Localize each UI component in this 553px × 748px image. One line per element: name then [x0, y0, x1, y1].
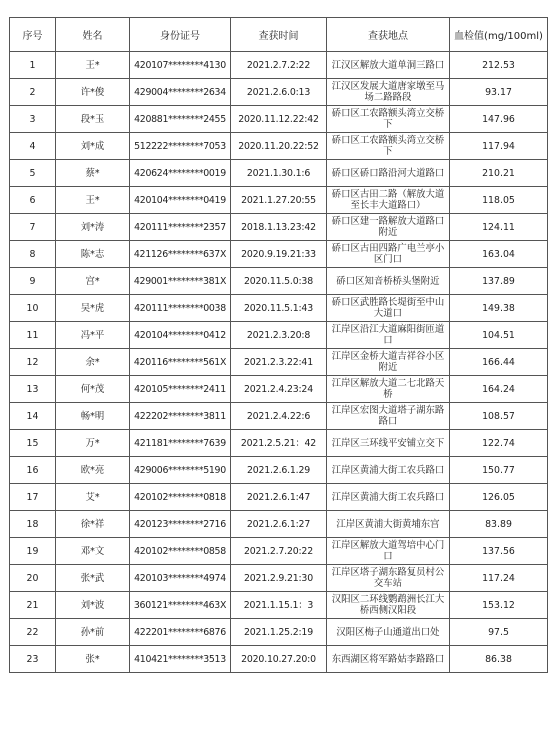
cell-name: 张*武	[56, 565, 130, 592]
cell-id-number: 420104********0412	[130, 322, 231, 349]
cell-location: 江岸区解放大道驾培中心门口	[327, 538, 450, 565]
cell-name: 段*玉	[56, 106, 130, 133]
cell-index: 1	[10, 52, 56, 79]
cell-blood-alcohol: 137.89	[450, 268, 548, 295]
cell-name: 孙*前	[56, 619, 130, 646]
cell-location: 硚口区工农路额头湾立交桥下	[327, 106, 450, 133]
cell-time: 2020.11.5.0:38	[231, 268, 327, 295]
cell-id-number: 410421********3513	[130, 646, 231, 673]
cell-index: 13	[10, 376, 56, 403]
cell-id-number: 421181********7639	[130, 430, 231, 457]
cell-blood-alcohol: 166.44	[450, 349, 548, 376]
cell-index: 9	[10, 268, 56, 295]
table-row	[10, 403, 548, 430]
cell-index: 20	[10, 565, 56, 592]
cell-id-number: 429001********381X	[130, 268, 231, 295]
cell-blood-alcohol: 153.12	[450, 592, 548, 619]
cell-blood-alcohol: 210.21	[450, 160, 548, 187]
cell-name: 蔡*	[56, 160, 130, 187]
cell-time: 2021.1.15.1：3	[231, 592, 327, 619]
cell-name: 宫*	[56, 268, 130, 295]
cell-index: 15	[10, 430, 56, 457]
cell-index: 2	[10, 79, 56, 106]
cell-time: 2018.1.13.23:42	[231, 214, 327, 241]
cell-blood-alcohol: 93.17	[450, 79, 548, 106]
table-row	[10, 592, 548, 619]
cell-time: 2021.2.7.20:22	[231, 538, 327, 565]
cell-time: 2021.2.4.23:24	[231, 376, 327, 403]
header-index: 序号	[10, 18, 56, 52]
table-row	[10, 79, 548, 106]
cell-blood-alcohol: 108.57	[450, 403, 548, 430]
cell-location: 江岸区宏图大道塔子湖东路路口	[327, 403, 450, 430]
cell-id-number: 420881********2455	[130, 106, 231, 133]
cell-time: 2021.2.6.0:13	[231, 79, 327, 106]
cell-name: 刘*涛	[56, 214, 130, 241]
cell-index: 19	[10, 538, 56, 565]
cell-location: 硚口区硚口路沿河大道路口	[327, 160, 450, 187]
cell-id-number: 420624********0019	[130, 160, 231, 187]
cell-blood-alcohol: 86.38	[450, 646, 548, 673]
cell-time: 2021.2.7.2:22	[231, 52, 327, 79]
cell-id-number: 360121********463X	[130, 592, 231, 619]
cell-blood-alcohol: 149.38	[450, 295, 548, 322]
cell-blood-alcohol: 126.05	[450, 484, 548, 511]
table-row	[10, 430, 548, 457]
cell-time: 2021.1.25.2:19	[231, 619, 327, 646]
cell-index: 17	[10, 484, 56, 511]
cell-time: 2021.2.6.1:27	[231, 511, 327, 538]
cell-index: 21	[10, 592, 56, 619]
cell-time: 2020.11.20.22:52	[231, 133, 327, 160]
cell-time: 2021.2.3.22:41	[231, 349, 327, 376]
table-row	[10, 52, 548, 79]
cell-location: 江岸区金桥大道吉祥谷小区附近	[327, 349, 450, 376]
cell-location: 硚口区古田二路（解放大道至长丰大道路口）	[327, 187, 450, 214]
cell-time: 2021.2.4.22:6	[231, 403, 327, 430]
cell-blood-alcohol: 117.94	[450, 133, 548, 160]
cell-blood-alcohol: 164.24	[450, 376, 548, 403]
table-row	[10, 322, 548, 349]
cell-id-number: 429004********2634	[130, 79, 231, 106]
cell-name: 刘*成	[56, 133, 130, 160]
table-body	[10, 52, 548, 673]
cell-blood-alcohol: 124.11	[450, 214, 548, 241]
table-row	[10, 646, 548, 673]
cell-id-number: 420123********2716	[130, 511, 231, 538]
cell-index: 3	[10, 106, 56, 133]
cell-name: 吴*虎	[56, 295, 130, 322]
cell-time: 2020.11.12.22:42	[231, 106, 327, 133]
cell-blood-alcohol: 212.53	[450, 52, 548, 79]
table-row	[10, 133, 548, 160]
cell-index: 18	[10, 511, 56, 538]
cell-name: 刘*波	[56, 592, 130, 619]
cell-blood-alcohol: 163.04	[450, 241, 548, 268]
header-blood-alcohol: 血检值(mg/100ml)	[450, 18, 548, 52]
cell-time: 2020.9.19.21:33	[231, 241, 327, 268]
cell-blood-alcohol: 137.56	[450, 538, 548, 565]
cell-name: 畅*明	[56, 403, 130, 430]
cell-location: 江岸区黄浦大街工农兵路口	[327, 457, 450, 484]
table-row	[10, 376, 548, 403]
table-row	[10, 565, 548, 592]
cell-name: 艾*	[56, 484, 130, 511]
cell-time: 2021.1.30.1:6	[231, 160, 327, 187]
cell-time: 2020.10.27.20:0	[231, 646, 327, 673]
cell-location: 硚口区建一路解放大道路口附近	[327, 214, 450, 241]
cell-blood-alcohol: 150.77	[450, 457, 548, 484]
cell-index: 11	[10, 322, 56, 349]
cell-name: 张*	[56, 646, 130, 673]
cell-location: 汉阳区二环线鹦鹉洲长江大桥西侧汉阳段	[327, 592, 450, 619]
header-time: 查获时间	[231, 18, 327, 52]
cell-id-number: 512222********7053	[130, 133, 231, 160]
cell-blood-alcohol: 122.74	[450, 430, 548, 457]
cell-time: 2020.11.5.1:43	[231, 295, 327, 322]
cell-index: 10	[10, 295, 56, 322]
cell-id-number: 420104********0419	[130, 187, 231, 214]
table-row	[10, 457, 548, 484]
cell-id-number: 422201********6876	[130, 619, 231, 646]
table-row	[10, 619, 548, 646]
cell-time: 2021.2.6.1:47	[231, 484, 327, 511]
cell-blood-alcohol: 117.24	[450, 565, 548, 592]
cell-blood-alcohol: 147.96	[450, 106, 548, 133]
cell-name: 邓*文	[56, 538, 130, 565]
header-location: 查获地点	[327, 18, 450, 52]
table-header-row	[10, 18, 548, 52]
cell-location: 江岸区沿江大道麻阳街匝道口	[327, 322, 450, 349]
cell-index: 8	[10, 241, 56, 268]
cell-location: 江岸区黄浦大街工农兵路口	[327, 484, 450, 511]
cell-name: 王*	[56, 187, 130, 214]
cell-time: 2021.1.27.20:55	[231, 187, 327, 214]
cell-time: 2021.2.5.21：42	[231, 430, 327, 457]
cell-location: 东西湖区将军路姑李路路口	[327, 646, 450, 673]
cell-name: 万*	[56, 430, 130, 457]
cell-name: 徐*祥	[56, 511, 130, 538]
cell-id-number: 422202********3811	[130, 403, 231, 430]
cell-id-number: 420102********0818	[130, 484, 231, 511]
cell-index: 6	[10, 187, 56, 214]
cell-name: 欧*亮	[56, 457, 130, 484]
table-row	[10, 511, 548, 538]
cell-time: 2021.2.3.20:8	[231, 322, 327, 349]
table-row	[10, 484, 548, 511]
table-row	[10, 241, 548, 268]
cell-index: 5	[10, 160, 56, 187]
cell-time: 2021.2.6.1.29	[231, 457, 327, 484]
cell-location: 江汉区解放大道单洞三路口	[327, 52, 450, 79]
cell-index: 23	[10, 646, 56, 673]
cell-name: 王*	[56, 52, 130, 79]
cell-blood-alcohol: 118.05	[450, 187, 548, 214]
table-row	[10, 349, 548, 376]
cell-location: 江岸区塔子湖东路复员村公交车站	[327, 565, 450, 592]
cell-id-number: 420111********2357	[130, 214, 231, 241]
cell-id-number: 420102********0858	[130, 538, 231, 565]
cell-blood-alcohol: 104.51	[450, 322, 548, 349]
header-name: 姓名	[56, 18, 130, 52]
cell-blood-alcohol: 97.5	[450, 619, 548, 646]
cell-id-number: 420116********561X	[130, 349, 231, 376]
cell-location: 江汉区发展大道唐家墩至马场二路路段	[327, 79, 450, 106]
cell-location: 硚口区古田四路广电兰亭小区门口	[327, 241, 450, 268]
cell-index: 12	[10, 349, 56, 376]
cell-id-number: 429006********5190	[130, 457, 231, 484]
table-row	[10, 160, 548, 187]
cell-id-number: 420107********4130	[130, 52, 231, 79]
table-row	[10, 538, 548, 565]
cell-id-number: 420105********2411	[130, 376, 231, 403]
table-row	[10, 187, 548, 214]
cell-location: 江岸区黄浦大街黄埔东宫	[327, 511, 450, 538]
cell-id-number: 420103********4974	[130, 565, 231, 592]
cell-name: 许*俊	[56, 79, 130, 106]
cell-name: 陈*志	[56, 241, 130, 268]
cell-location: 江岸区三环线平安铺立交下	[327, 430, 450, 457]
cell-index: 14	[10, 403, 56, 430]
violation-records-table	[9, 17, 548, 673]
cell-blood-alcohol: 83.89	[450, 511, 548, 538]
header-id-number: 身份证号	[130, 18, 231, 52]
cell-name: 何*茂	[56, 376, 130, 403]
cell-index: 16	[10, 457, 56, 484]
cell-location: 江岸区解放大道二七北路天桥	[327, 376, 450, 403]
cell-id-number: 420111********0038	[130, 295, 231, 322]
table-row	[10, 106, 548, 133]
cell-time: 2021.2.9.21:30	[231, 565, 327, 592]
table-row	[10, 268, 548, 295]
cell-index: 22	[10, 619, 56, 646]
table-row	[10, 295, 548, 322]
cell-name: 余*	[56, 349, 130, 376]
cell-location: 硚口区武胜路长堤街至中山大道口	[327, 295, 450, 322]
cell-location: 硚口区知音桥桥头堡附近	[327, 268, 450, 295]
cell-location: 汉阳区梅子山通道出口处	[327, 619, 450, 646]
cell-index: 7	[10, 214, 56, 241]
cell-name: 冯*平	[56, 322, 130, 349]
table-row	[10, 214, 548, 241]
cell-index: 4	[10, 133, 56, 160]
cell-location: 硚口区工农路额头湾立交桥下	[327, 133, 450, 160]
cell-id-number: 421126********637X	[130, 241, 231, 268]
